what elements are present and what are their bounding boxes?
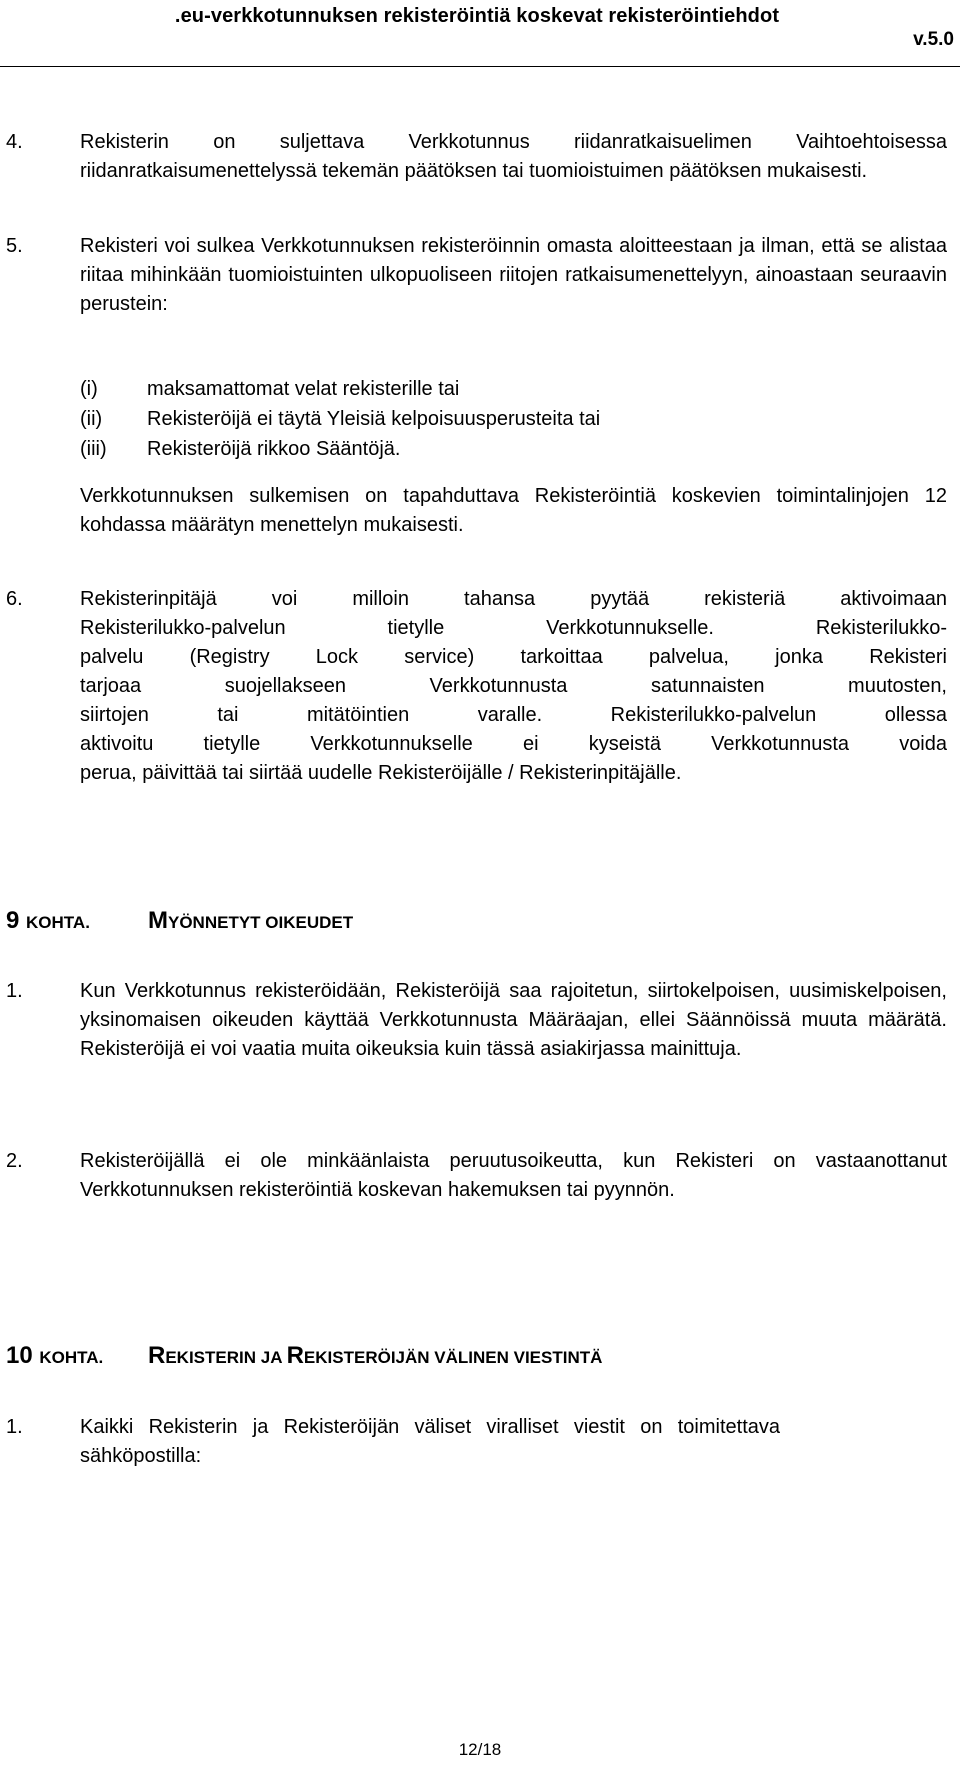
section-kohta: KOHTA. xyxy=(26,913,90,932)
section-10-number xyxy=(6,1341,103,1373)
list-label-ii: (ii) xyxy=(80,408,103,430)
item-6-line: perua, päivittää tai siirtää uudelle Rekisteröijälle / Rekisterinpitäjälle. xyxy=(80,762,682,784)
item-6-text xyxy=(80,585,947,788)
section-10-title xyxy=(148,1341,602,1373)
list-label-iii: (iii) xyxy=(80,438,107,460)
item-number-6: 6. xyxy=(6,588,23,610)
list-item-iii: Rekisteröijä rikkoo Sääntöjä. xyxy=(147,438,401,460)
list-label-i: (i) xyxy=(80,378,98,400)
header-divider xyxy=(0,66,960,67)
section-number: 10 xyxy=(6,1342,33,1369)
item-number-4: 4. xyxy=(6,131,23,153)
s9-item-number-1: 1. xyxy=(6,980,23,1002)
item-6-line: palvelu (Registry Lock service) tarkoittaa palvelua, jonka Rekisteri xyxy=(80,646,947,668)
list-item-ii: Rekisteröijä ei täytä Yleisiä kelpoisuusperusteita tai xyxy=(147,408,601,430)
item-6-line: Rekisterinpitäjä voi milloin tahansa pyytää rekisteriä aktivoimaan xyxy=(80,588,947,610)
item-number-5: 5. xyxy=(6,235,23,257)
item-6-line: tarjoaa suojellakseen Verkkotunnusta satunnaisten muutosten, xyxy=(80,675,947,697)
title-initial: R xyxy=(148,1342,166,1369)
section-9-title xyxy=(148,906,353,938)
title-initial: R xyxy=(286,1342,304,1369)
document-version: v.5.0 xyxy=(913,29,954,50)
page-number: 12/18 xyxy=(458,1740,502,1759)
s10-item-1-text: Kaikki Rekisterin ja Rekisteröijän väliset viralliset viestit on toimitettava sähköpostilla: xyxy=(80,1416,780,1467)
item-6-line: aktivoitu tietylle Verkkotunnukselle ei kyseistä Verkkotunnusta voida xyxy=(80,733,947,755)
item-5-text: Rekisteri voi sulkea Verkkotunnuksen rekisteröinnin omasta aloitteestaan ja ilman, että se alistaa riitaa mihinkään tuomioistuinten ulkopuoliseen riitojen ratkaisumenettelyyn, ainoastaan seuraavin perustein: xyxy=(80,235,947,315)
section-kohta: KOHTA. xyxy=(39,1348,104,1367)
list-item-i: maksamattomat velat rekisterille tai xyxy=(147,378,460,400)
document-header-title: .eu-verkkotunnuksen rekisteröintiä koskevat rekisteröintiehdot xyxy=(174,5,780,27)
item-6-line: Rekisterilukko-palvelun tietylle Verkkotunnukselle. Rekisterilukko- xyxy=(80,617,947,639)
title-rest: YÖNNETYT OIKEUDET xyxy=(168,913,354,932)
section-9-number xyxy=(6,906,90,938)
item-6-line: siirtojen tai mitätöintien varalle. Rekisterilukko-palvelun ollessa xyxy=(80,704,947,726)
title-rest: EKISTERIN JA xyxy=(165,1348,287,1367)
item-5-closing: Verkkotunnuksen sulkemisen on tapahduttava Rekisteröintiä koskevien toimintalinjojen 12 kohdassa määrätyn menettelyn mukaisesti. xyxy=(80,485,947,536)
section-number: 9 xyxy=(6,907,20,934)
title-rest: EKISTERÖIJÄN VÄLINEN VIESTINTÄ xyxy=(303,1348,603,1367)
s9-item-1-text: Kun Verkkotunnus rekisteröidään, Rekisteröijä saa rajoitetun, siirtokelpoisen, uusimiskelpoisen, yksinomaisen oikeuden käyttää Verkkotunnusta Määräajan, ellei Säännöissä muuta määrätä. Rekisteröijä ei voi vaatia muita oikeuksia kuin tässä asiakirjassa mainittuja. xyxy=(80,980,947,1060)
s10-item-number-1: 1. xyxy=(6,1416,23,1438)
title-initial: M xyxy=(148,907,168,934)
item-4-text: Rekisterin on suljettava Verkkotunnus riidanratkaisuelimen Vaihtoehtoisessa riidanratkaisumenettelyssä tekemän päätöksen tai tuomioistuimen päätöksen mukaisesti. xyxy=(80,131,947,182)
s9-item-2-text: Rekisteröijällä ei ole minkäänlaista peruutusoikeutta, kun Rekisteri on vastaanottanut Verkkotunnuksen rekisteröintiä koskevan hakemuksen tai pyynnön. xyxy=(80,1150,947,1201)
s9-item-number-2: 2. xyxy=(6,1150,23,1172)
